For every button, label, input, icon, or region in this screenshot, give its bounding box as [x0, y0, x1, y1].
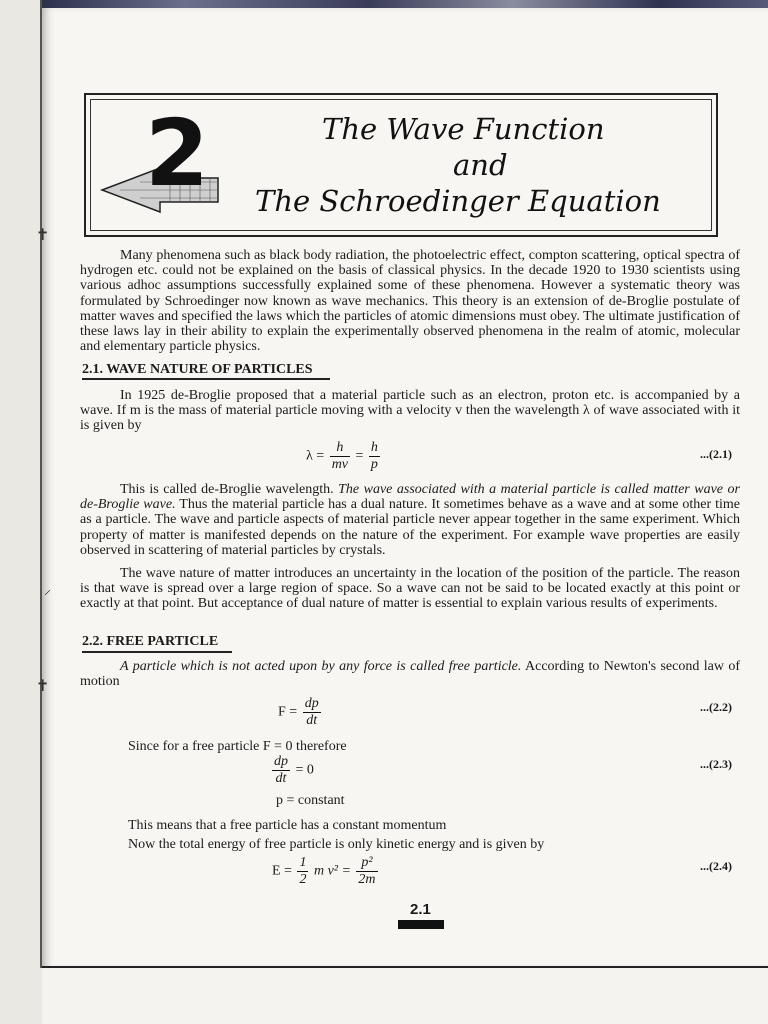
page-margin-left: [0, 0, 42, 1024]
matter-wave-definition: The wave associated with a material particle is called matter wave or de-Broglie wave.: [80, 482, 740, 513]
fraction-numerator: h: [370, 440, 378, 455]
intro-paragraph-block: [80, 248, 740, 354]
page-number-bar: [398, 920, 444, 929]
section-heading-2-1: 2.1. WAVE NATURE OF PARTICLES: [82, 362, 313, 377]
eq-2-1-equals: =: [355, 448, 364, 464]
eq-2-3-fraction: [272, 754, 290, 787]
fraction-denominator: 2m: [358, 872, 376, 887]
section-2-1-para1: In 1925 de-Broglie proposed that a material particle such as an electron, proton etc. is accompanied by a wave. If m is the mass of material particle moving with a velocity v then the wavelength λ of wave associated with it is given by: [80, 388, 740, 434]
fraction-denominator: p: [370, 457, 378, 472]
fraction-denominator: dt: [275, 771, 287, 786]
para2-text-c: Thus the material particle has a dual nature. It sometimes behave as a wave and at some other time as a particle. The wave and particle aspects of material particle never appear together in the same experiment. Which property of matter is manifested depends on the nature of the experiment. For example wave properties are easily observed in scattering of material particles by crystals.: [80, 497, 740, 558]
equation-2-2: [278, 696, 323, 729]
page-spine-edge: [40, 0, 42, 968]
equation-2-3: [270, 754, 314, 787]
section-2-1-para3: The wave nature of matter introduces an uncertainty in the location of the position of the particle. The reason is that wave is spread over a large region of space. So a wave can not be said to be located exactly at this point or exactly at that point. But acceptance of dual nature of matter is essential to explain various results of experiments.: [80, 566, 740, 612]
para1-text-b: According to Newton's second law of motion: [80, 659, 740, 690]
equation-2-4: [272, 855, 380, 888]
total-energy-line: Now the total energy of free particle is only kinetic energy and is given by: [128, 837, 545, 852]
fraction-numerator: 1: [299, 855, 307, 870]
means-line: This means that a free particle has a constant momentum: [128, 818, 447, 833]
para2-text-a: This is called de-Broglie wavelength.: [120, 482, 339, 497]
chapter-number: 2: [145, 100, 210, 207]
margin-mark-icon: ✝: [36, 676, 50, 695]
equation-number-2-4: ...(2.4): [700, 859, 732, 873]
section-2-1-para2-block: [80, 482, 740, 558]
eq-2-2-lhs: F =: [278, 704, 298, 720]
section-heading-2-2: 2.2. FREE PARTICLE: [82, 634, 219, 649]
eq-2-1-fraction2: [369, 440, 380, 473]
page-bottom-edge: [42, 966, 768, 968]
heading-underline: [82, 651, 232, 653]
equation-2-1: [306, 440, 382, 473]
equation-number-2-2: ...(2.2): [700, 700, 732, 714]
eq-2-4-middle: m v² =: [313, 863, 351, 879]
section-2-2-para1-block: [80, 659, 740, 689]
intro-paragraph: Many phenomena such as black body radiation, the photoelectric effect, compton scattering, optical spectra of hydrogen etc. could not be explained on the basis of classical physics. In the decade 1920 to 1930 scientists using various adhoc assumptions successfully explained some of these phenomena. However a systematic theory was formulated by Schroedinger now known as wave mechanics. This theory is an extension of de-Broglie postulate of matter waves and specified the laws which the particles of atomic dimensions must obey. The ultimate justification of these laws lay in their ability to explain the experimentally observed phenomena in the realm of atomic, molecular and elementary particle physics.: [80, 248, 740, 355]
margin-tick-icon: ⸝: [44, 582, 51, 598]
p-constant-line: p = constant: [276, 793, 345, 808]
chapter-title-line1: The Wave Function: [322, 112, 605, 146]
fraction-denominator: mv: [331, 457, 349, 472]
eq-2-4-half: [297, 855, 308, 888]
since-line: Since for a free particle F = 0 therefore: [128, 739, 347, 754]
margin-mark-icon: ✝: [36, 225, 50, 244]
fraction-denominator: dt: [306, 713, 318, 728]
page-number: 2.1: [410, 901, 431, 918]
eq-2-1-fraction1: [330, 440, 350, 473]
eq-2-2-fraction: [303, 696, 321, 729]
eq-2-4-fraction: [356, 855, 377, 888]
chapter-title-line2: and: [453, 148, 508, 182]
section-2-2-para1: [80, 659, 740, 689]
since-line-block: [128, 739, 728, 754]
fraction-denominator: 2: [299, 872, 307, 887]
eq-2-4-lhs: E =: [272, 863, 292, 879]
means-line-block: [128, 818, 728, 833]
section-2-1-para2: [80, 482, 740, 558]
fraction-numerator: dp: [274, 754, 288, 769]
equation-number-2-3: ...(2.3): [700, 757, 732, 771]
top-edge-strip: [40, 0, 768, 8]
section-2-1-para1-block: [80, 388, 740, 434]
equation-number-2-1: ...(2.1): [700, 447, 732, 461]
heading-underline: [82, 378, 330, 380]
total-energy-line-block: [128, 837, 728, 852]
free-particle-definition: A particle which is not acted upon by any force is called free particle.: [120, 659, 522, 674]
eq-2-3-rhs: = 0: [295, 762, 314, 778]
fraction-numerator: h: [330, 440, 350, 457]
eq-2-1-lhs: λ =: [306, 448, 325, 464]
fraction-numerator: dp: [304, 696, 319, 711]
section-2-1-para3-block: [80, 566, 740, 612]
chapter-title-line3: The Schroedinger Equation: [255, 184, 661, 218]
fraction-numerator: p²: [356, 855, 377, 872]
